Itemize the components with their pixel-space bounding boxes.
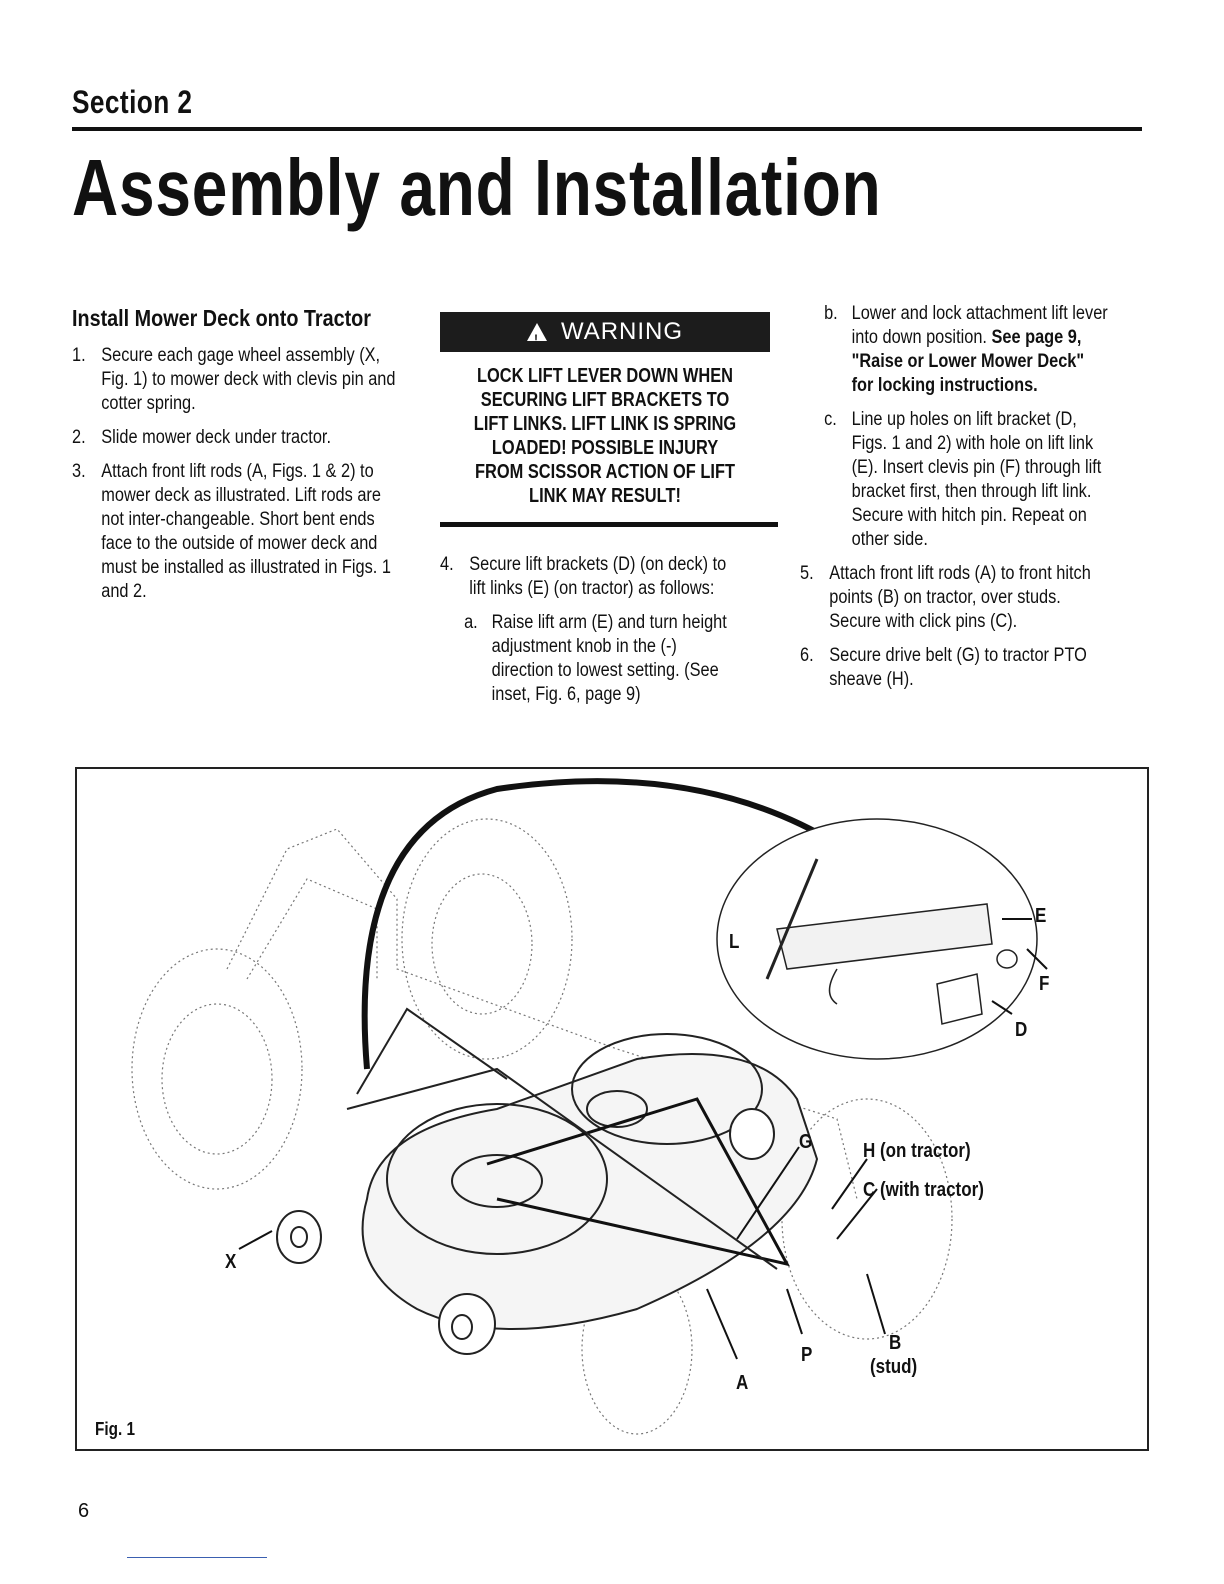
callout-B: B bbox=[889, 1332, 902, 1354]
step-4a bbox=[464, 611, 732, 707]
step-number: c. bbox=[824, 409, 837, 430]
warning-rule bbox=[440, 522, 778, 527]
warning-text: LOCK LIFT LEVER DOWN WHEN SECURING LIFT BRACKETS TO LIFT LINKS. LIFT LINK IS SPRING LOADED! POSSIBLE INJURY FROM SCISSOR ACTION OF LIFT LINK MAY RESULT! bbox=[473, 365, 737, 507]
step-text: Attach front lift rods (A, Figs. 1 & 2) to mower deck as illustrated. Lift rods are not inter-changeable. Short bent ends face to the outside of mower deck and must be installed as illustrated in Figs. 1 and 2. bbox=[101, 461, 391, 602]
warning-icon: ! bbox=[527, 323, 547, 341]
step-text: Secure lift brackets (D) (on deck) to lift links (E) (on tractor) as follows: bbox=[469, 554, 727, 599]
step-4 bbox=[440, 553, 732, 601]
callout-D: D bbox=[1015, 1019, 1028, 1041]
step-text-bold: See page 9, "Raise or Lower Mower Deck" for locking instructions. bbox=[851, 327, 1085, 396]
step-6 bbox=[800, 644, 1110, 692]
step-number: 2. bbox=[72, 427, 86, 448]
callout-F: F bbox=[1039, 973, 1050, 995]
step-text: Raise lift arm (E) and turn height adjustment knob in the (-) direction to lowest setting. (See inset, Fig. 6, page 9) bbox=[491, 612, 727, 705]
mower-deck-illustration bbox=[77, 769, 1147, 1449]
step-text: Slide mower deck under tractor. bbox=[101, 427, 332, 448]
page-title: Assembly and Installation bbox=[72, 143, 882, 232]
step-number: 5. bbox=[800, 563, 814, 584]
step-number: 3. bbox=[72, 461, 86, 482]
column-left bbox=[72, 306, 452, 614]
column-right bbox=[800, 302, 1160, 702]
callout-C: C (with tractor) bbox=[863, 1179, 984, 1201]
step-number: a. bbox=[464, 612, 478, 633]
callout-L: L bbox=[729, 931, 740, 953]
step-number: 1. bbox=[72, 345, 86, 366]
bottom-line bbox=[127, 1557, 267, 1558]
callout-G: G bbox=[799, 1131, 813, 1153]
subhead: Install Mower Deck onto Tractor bbox=[72, 305, 371, 331]
page-number: 6 bbox=[78, 1500, 90, 1522]
figure-label: Fig. 1 bbox=[95, 1419, 135, 1439]
step-2 bbox=[72, 426, 399, 450]
callout-H: H (on tractor) bbox=[863, 1140, 971, 1162]
step-5 bbox=[800, 562, 1110, 634]
warning-text-block bbox=[440, 364, 770, 508]
header-rule bbox=[72, 127, 1142, 131]
step-number: 4. bbox=[440, 554, 454, 575]
column-middle bbox=[440, 312, 780, 717]
step-number: 6. bbox=[800, 645, 814, 666]
step-4b bbox=[824, 302, 1110, 398]
step-4c bbox=[824, 408, 1110, 552]
step-text: Line up holes on lift bracket (D, Figs. 1 and 2) with hole on lift link (E). Insert clevis pin (F) through lift bracket first, then through lift link. Secure with hitch pin. Repeat on other side. bbox=[851, 409, 1102, 550]
step-text: Attach front lift rods (A) to front hitch points (B) on tractor, over studs. Secure with click pins (C). bbox=[829, 563, 1091, 632]
warning-banner bbox=[440, 312, 770, 352]
step-3 bbox=[72, 460, 399, 604]
step-text: Lower and lock attachment lift lever into down position. bbox=[851, 303, 1108, 348]
section-label: Section 2 bbox=[72, 84, 193, 120]
callout-B-stud: (stud) bbox=[870, 1356, 918, 1378]
callout-X: X bbox=[225, 1251, 237, 1273]
step-text: Secure each gage wheel assembly (X, Fig. 1) to mower deck with clevis pin and cotter spring. bbox=[101, 345, 396, 414]
step-text: Secure drive belt (G) to tractor PTO sheave (H). bbox=[829, 645, 1087, 690]
step-1 bbox=[72, 344, 399, 416]
figure-1 bbox=[75, 767, 1149, 1451]
callout-A: A bbox=[736, 1372, 749, 1394]
callout-E: E bbox=[1035, 905, 1047, 927]
callout-P: P bbox=[801, 1344, 813, 1366]
step-number: b. bbox=[824, 303, 838, 324]
warning-title: WARNING bbox=[560, 318, 684, 345]
